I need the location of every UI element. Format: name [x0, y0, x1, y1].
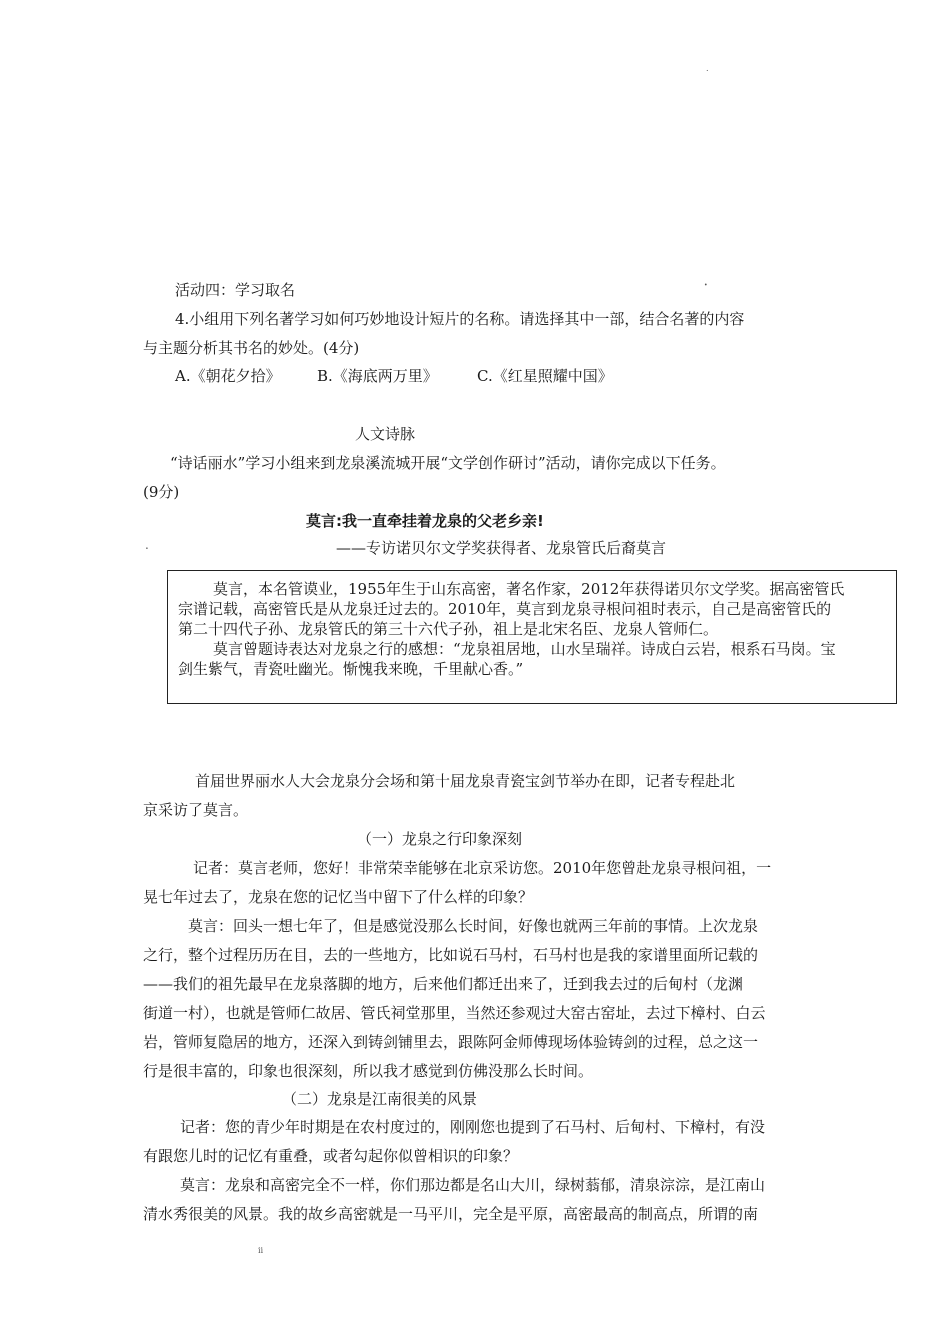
question-line-2: 与主题分析其书名的妙处。(4分) [143, 339, 360, 357]
article-subtitle: ——专访诺贝尔文学奖获得者、龙泉管氏后裔莫言 [336, 539, 667, 557]
moyan-answer-1: 岩，管师复隐居的地方，还深入到铸剑铺里去，跟陈阿金师傅现场体验铸剑的过程，总之这一 [143, 1033, 759, 1051]
option-a: A.《朝花夕拾》 [175, 367, 281, 385]
subheading-1: （一）龙泉之行印象深刻 [357, 830, 523, 848]
moyan-answer-1: 莫言：回头一想七年了，但是感觉没那么长时间，好像也就两三年前的事情。上次龙泉 [188, 917, 759, 935]
question-line-1: 4.小组用下列名著学习如何巧妙地设计短片的名称。请选择其中一部，结合名著的内容 [175, 310, 745, 328]
reporter-question-2: 记者：您的青少年时期是在农村度过的，刚刚您也提到了石马村、后甸村、下樟村，有没 [180, 1118, 766, 1136]
info-box-line: 宗谱记载，高密管氏是从龙泉迁过去的。2010年，莫言到龙泉寻根问祖时表示，自己是高密管氏的 [178, 600, 832, 618]
info-box-line: 第二十四代子孙、龙泉管氏的第三十六代子孙，祖上是北宋名臣、龙泉人管师仁。 [178, 620, 719, 638]
section-intro-line-1: “诗话丽水”学习小组来到龙泉溪流城开展“文学创作研讨”活动，请你完成以下任务。 [170, 454, 726, 472]
subheading-2: （二）龙泉是江南很美的风景 [282, 1090, 478, 1108]
moyan-answer-1: 行是很丰富的，印象也很深刻，所以我才感觉到仿佛没那么长时间。 [143, 1062, 594, 1080]
info-box-line: 剑生紫气，青瓷吐幽光。惭愧我来晚，千里献心香。” [178, 660, 524, 678]
info-box [167, 570, 897, 704]
section-title: 人文诗脉 [355, 425, 416, 443]
moyan-answer-1: 之行，整个过程历历在目，去的一些地方，比如说石马村，石马村也是我的家谱里面所记载的 [143, 946, 759, 964]
reporter-question-2: 有跟您儿时的记忆有重叠，或者勾起你似曾相识的印象？ [143, 1147, 519, 1165]
reporter-question-1: 晃七年过去了，龙泉在您的记忆当中留下了什么样的印象？ [143, 888, 534, 906]
option-c: C.《红星照耀中国》 [477, 367, 613, 385]
article-title: 莫言:我一直牵挂着龙泉的父老乡亲! [306, 512, 544, 530]
moyan-answer-2: 莫言：龙泉和高密完全不一样，你们那边都是名山大川，绿树蓊郁，清泉淙淙，是江南山 [180, 1176, 766, 1194]
section-intro-line-2: (9分) [143, 483, 180, 501]
page-mark-bottom: ⅱ [258, 1246, 264, 1255]
info-box-line: 莫言，本名管谟业，1955年生于山东高密，著名作家，2012年获得诺贝尔文学奖。据高密管氏 [213, 580, 845, 598]
moyan-answer-2: 清水秀很美的风景。我的故乡高密就是一马平川，完全是平原，高密最高的制高点，所谓的南 [143, 1205, 759, 1223]
page-mark-top: . [706, 64, 709, 73]
moyan-answer-1: ——我们的祖先最早在龙泉落脚的地方，后来他们都迁出来了，迁到我去过的后甸村（龙渊 [143, 975, 744, 993]
info-box-line: 莫言曾题诗表达对龙泉之行的感想：“龙泉祖居地，山水呈瑞祥。诗成白云岩，根系石马岗。宝 [213, 640, 836, 658]
page-mark-left: . [145, 538, 149, 552]
page-mark-mid: • [704, 282, 708, 289]
body-intro-line: 京采访了莫言。 [143, 801, 249, 819]
activity-heading: 活动四：学习取名 [175, 281, 296, 299]
moyan-answer-1: 街道一村），也就是管师仁故居、管氏祠堂那里，当然还参观过大窑古窑址，去过下樟村、白云 [143, 1004, 766, 1022]
option-b: B.《海底两万里》 [317, 367, 438, 385]
body-intro-line: 首届世界丽水人大会龙泉分会场和第十届龙泉青瓷宝剑节举办在即，记者专程赴北 [195, 772, 736, 790]
reporter-question-1: 记者：莫言老师，您好！非常荣幸能够在北京采访您。2010年您曾赴龙泉寻根问祖，一 [193, 859, 772, 877]
